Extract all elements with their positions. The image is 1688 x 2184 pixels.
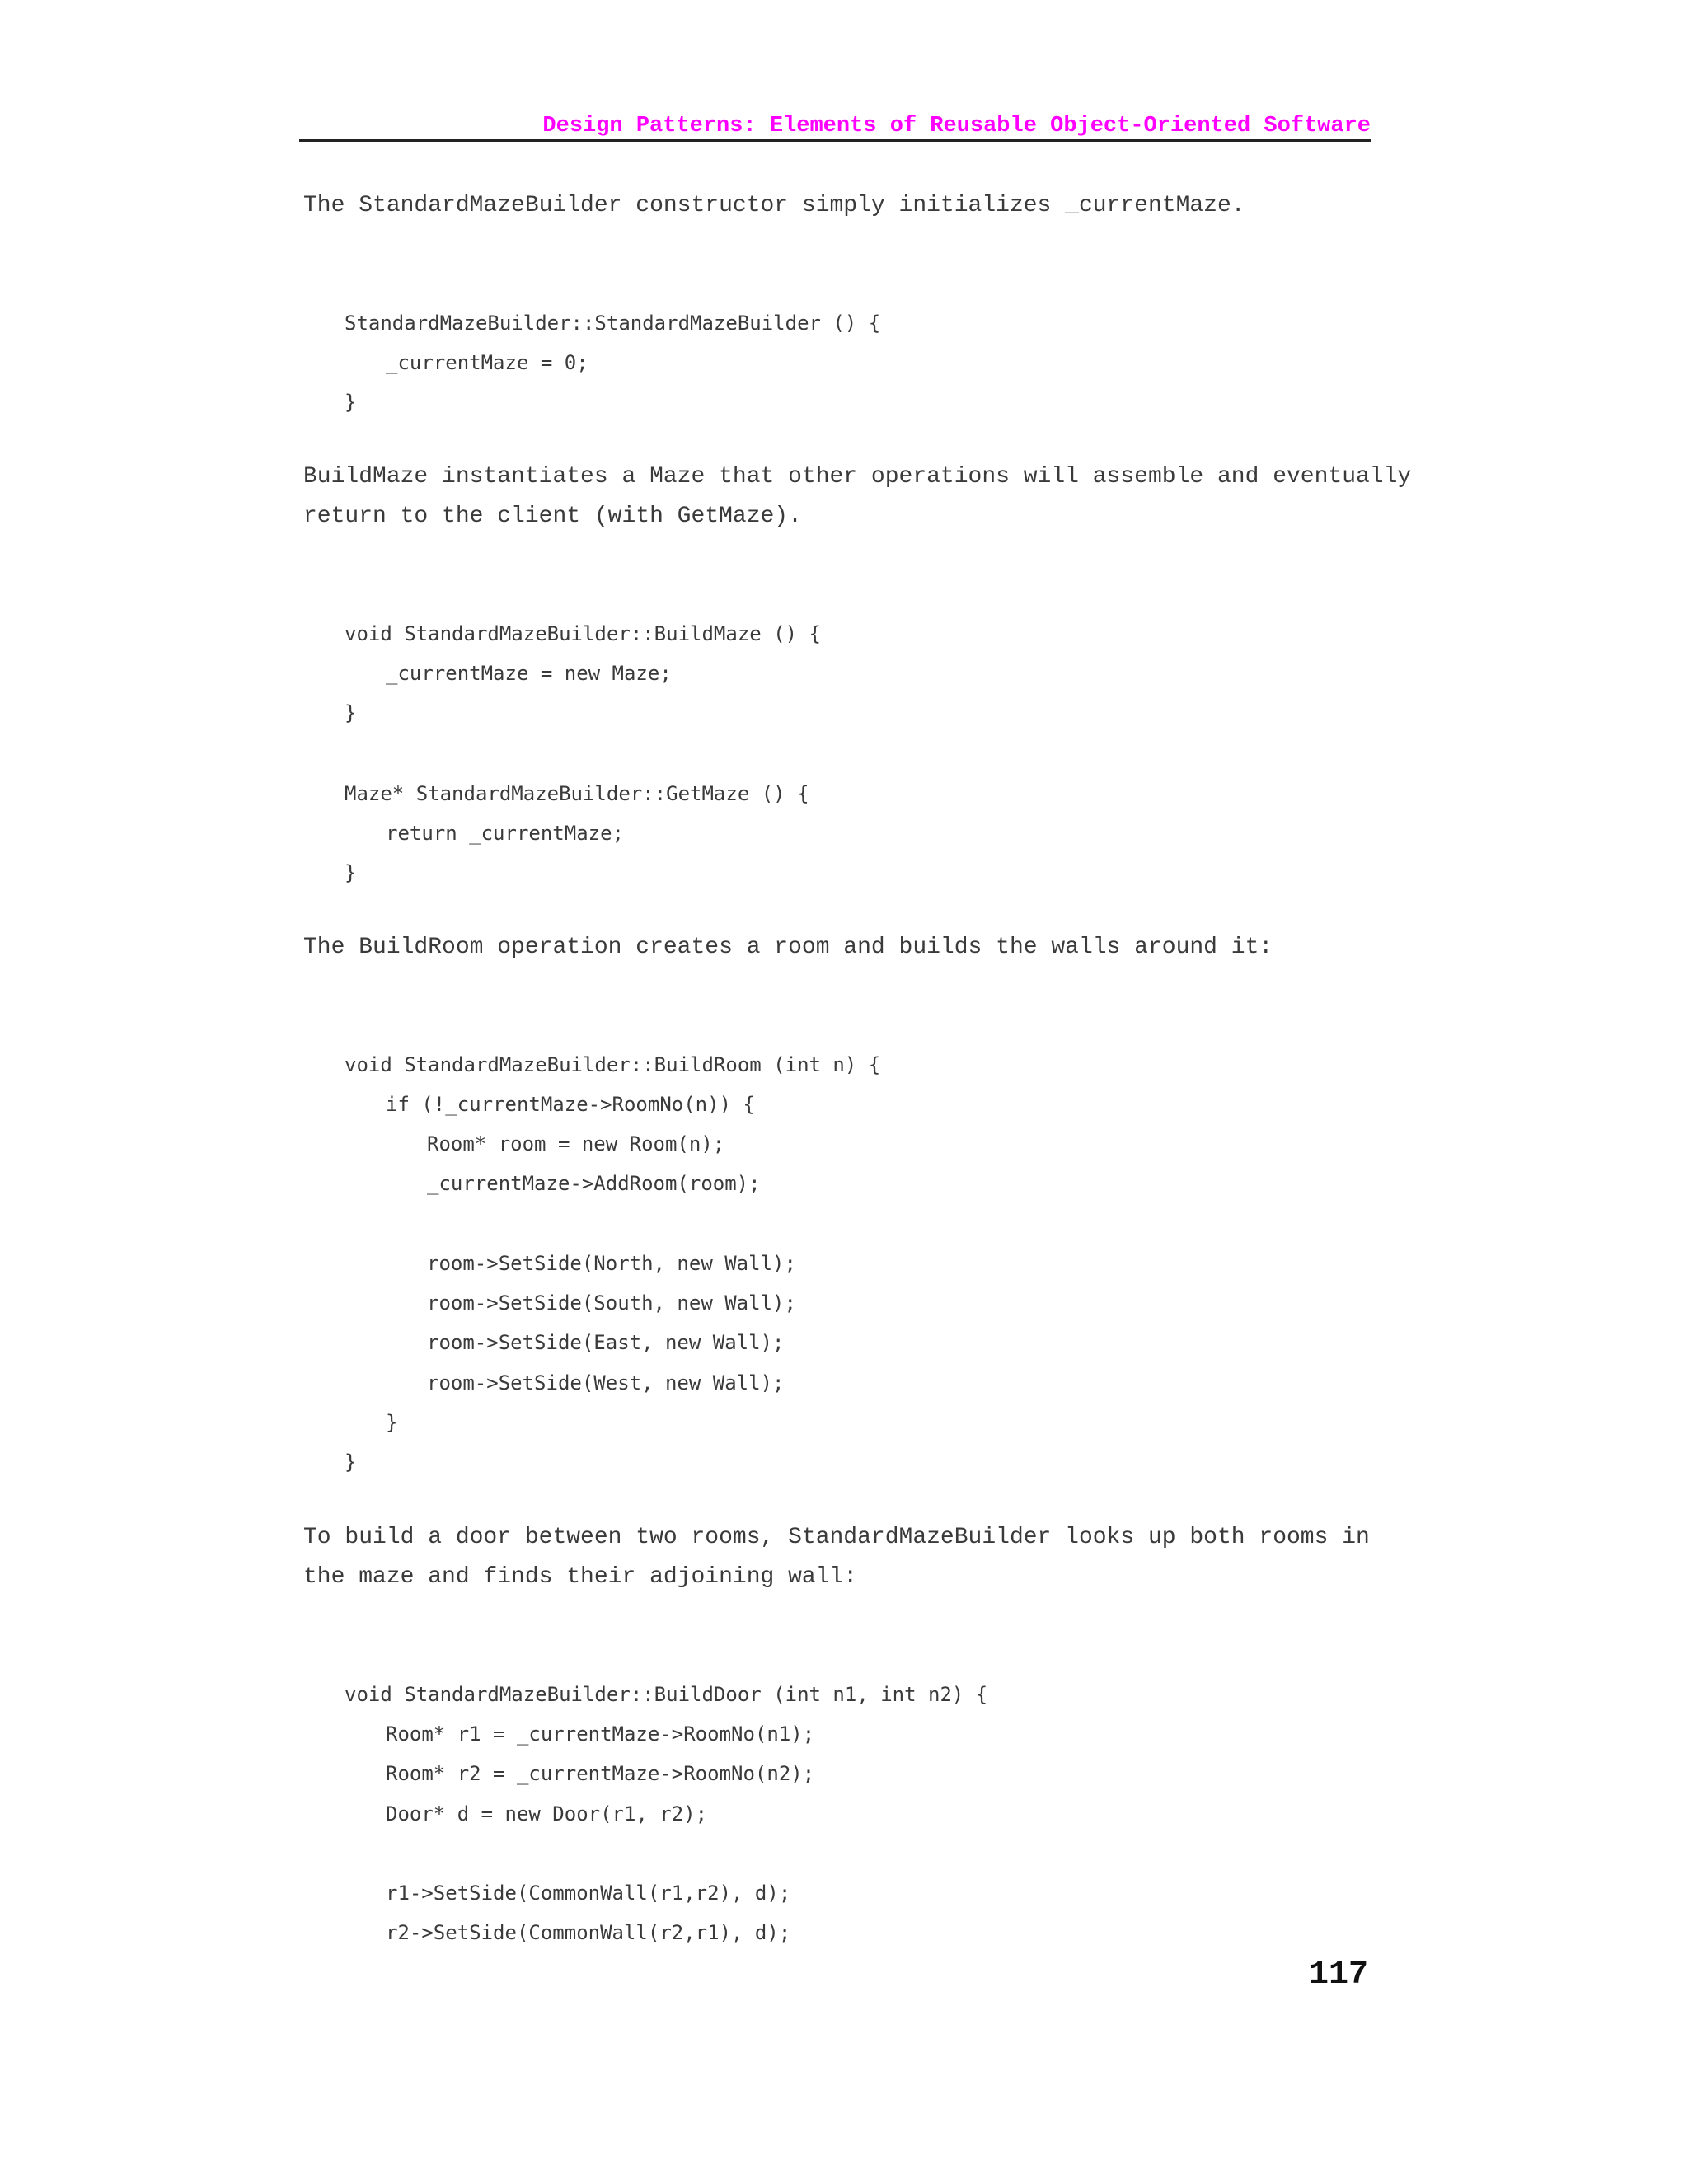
paragraph-line: return to the client (with GetMaze). [303,504,802,529]
code-line: Maze* StandardMazeBuilder::GetMaze () { [345,782,809,805]
code-line: room->SetSide(East, new Wall); [427,1331,785,1354]
header-divider [299,139,1371,142]
page-number: 117 [1308,1957,1368,1994]
code-line: Room* r2 = _currentMaze->RoomNo(n2); [386,1762,815,1785]
code-line: room->SetSide(North, new Wall); [427,1252,796,1275]
code-line: } [345,1451,357,1474]
code-line: room->SetSide(South, new Wall); [427,1291,796,1315]
code-line: return _currentMaze; [386,822,624,845]
code-line: if (!_currentMaze->RoomNo(n)) { [386,1093,755,1116]
code-line: _currentMaze = new Maze; [386,662,672,685]
code-line: r2->SetSide(CommonWall(r2,r1), d); [386,1921,791,1944]
code-line: _currentMaze = 0; [386,351,588,374]
paragraph-buildroom: The BuildRoom operation creates a room and builds the walls around it: [303,935,1273,960]
code-line: room->SetSide(West, new Wall); [427,1371,785,1394]
code-line: } [345,861,357,884]
code-line: void StandardMazeBuilder::BuildMaze () { [345,622,821,645]
paragraph-line: BuildMaze instantiates a Maze that other operations will assemble and eventually [303,464,1412,490]
code-line: } [345,391,357,414]
code-line: } [386,1411,398,1434]
code-line: Room* room = new Room(n); [427,1132,725,1155]
code-line: void StandardMazeBuilder::BuildRoom (int n) { [345,1053,881,1076]
paragraph-constructor: The StandardMazeBuilder constructor simply initializes _currentMaze. [303,193,1245,218]
code-line: void StandardMazeBuilder::BuildDoor (int n1, int n2) { [345,1683,988,1706]
code-line: StandardMazeBuilder::StandardMazeBuilder () { [345,312,881,335]
paragraph-line: the maze and finds their adjoining wall: [303,1564,858,1590]
code-line: r1->SetSide(CommonWall(r1,r2), d); [386,1882,791,1905]
code-line: Room* r1 = _currentMaze->RoomNo(n1); [386,1722,815,1746]
code-line: _currentMaze->AddRoom(room); [427,1172,761,1195]
paragraph-line: To build a door between two rooms, StandardMazeBuilder looks up both rooms in [303,1525,1370,1550]
code-line: } [345,701,357,724]
book-title: Design Patterns: Elements of Reusable Object-Oriented Software [542,114,1371,138]
code-line: Door* d = new Door(r1, r2); [386,1802,708,1825]
